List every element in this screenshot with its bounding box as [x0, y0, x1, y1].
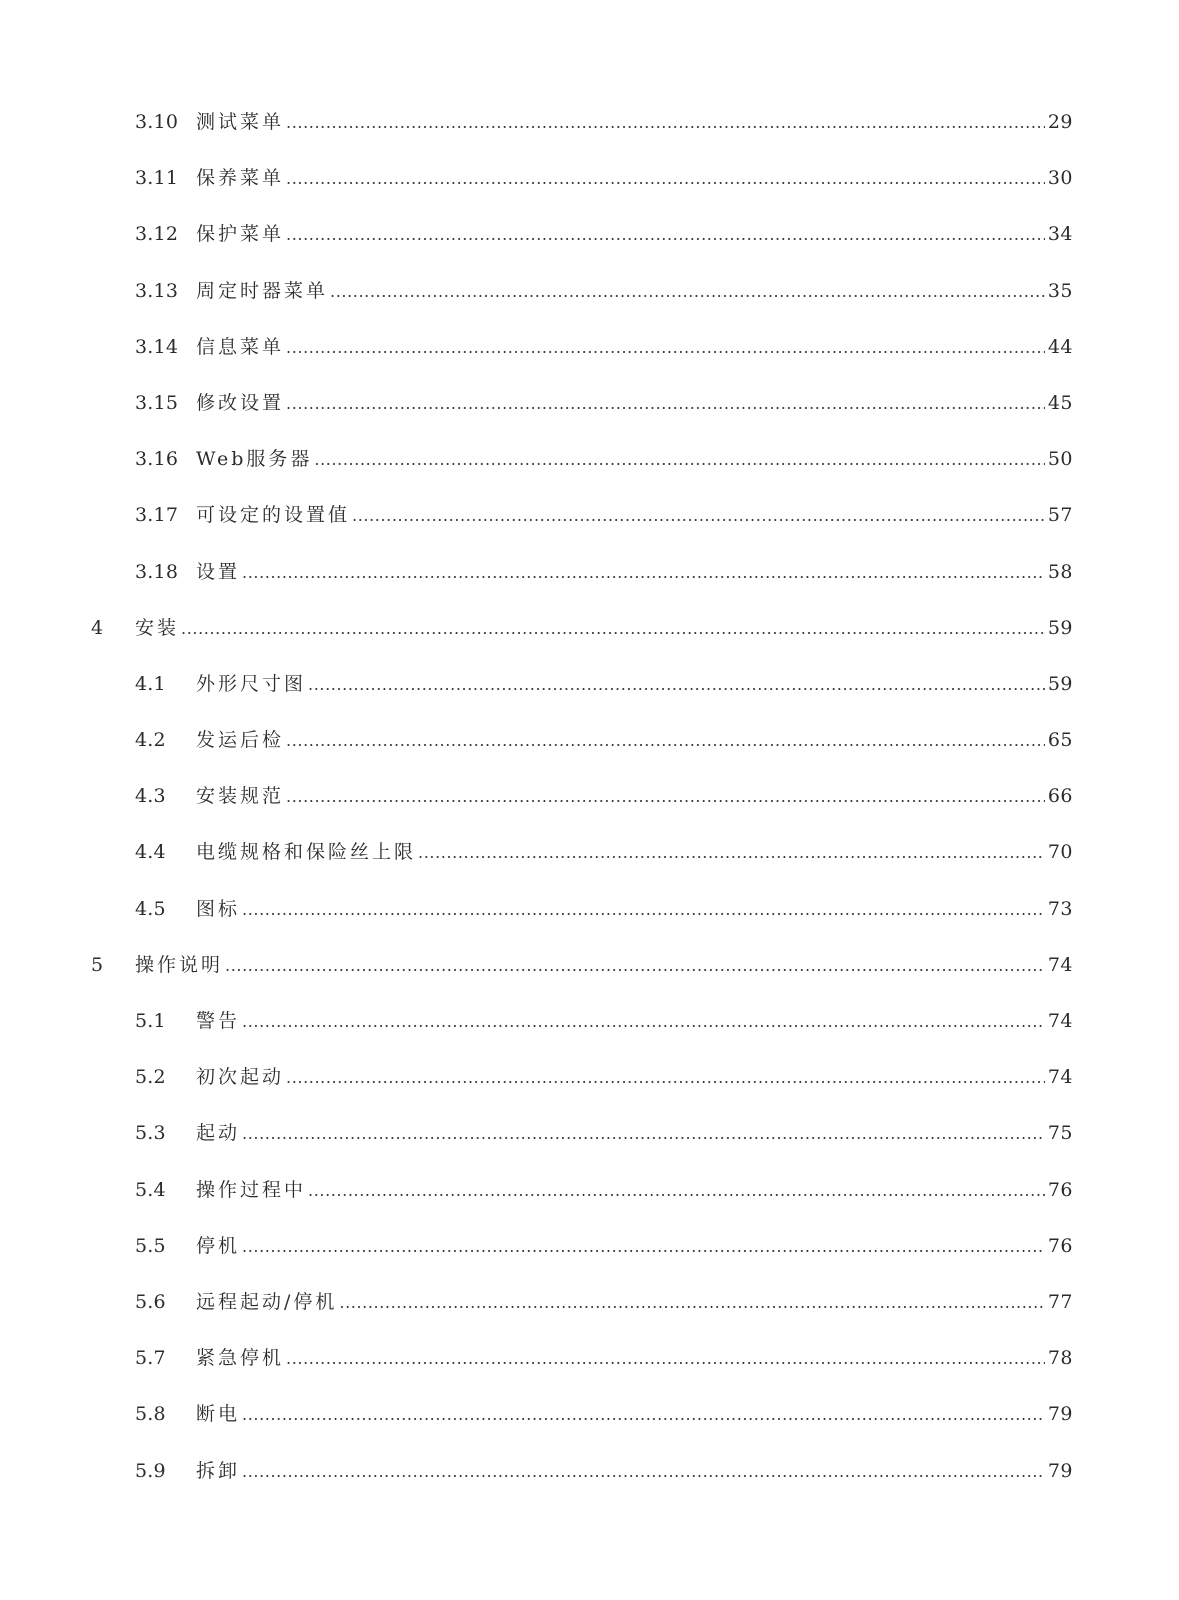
toc-entry[interactable] — [0, 656, 1179, 712]
toc-entry-page-number: 44 — [1047, 335, 1073, 358]
toc-entry[interactable] — [0, 487, 1179, 543]
toc-entry-number: 4.1 — [135, 672, 166, 695]
toc-entry-number: 4.2 — [135, 729, 166, 752]
toc-entry-title[interactable]: 远程起动/停机 — [196, 1290, 338, 1313]
dot-leader — [181, 601, 1045, 657]
toc-entry-line — [196, 431, 1073, 488]
toc-entry-title[interactable]: 警告 — [196, 1010, 241, 1032]
toc-entry-page-number: 74 — [1047, 953, 1073, 976]
dot-leader — [352, 488, 1045, 544]
toc-entry-number: 3.10 — [135, 111, 179, 133]
toc-entry-page-number: 29 — [1047, 111, 1073, 133]
toc-entry-line — [196, 1443, 1073, 1500]
dot-leader — [286, 320, 1045, 376]
dot-leader — [242, 994, 1045, 1050]
toc-entry-page-number: 78 — [1047, 1347, 1073, 1370]
toc-entry[interactable] — [0, 94, 1179, 150]
toc-entry-title[interactable]: 初次起动 — [196, 1066, 285, 1089]
toc-entry[interactable] — [0, 712, 1179, 768]
dot-leader — [286, 376, 1045, 432]
toc-entry-page-number: 58 — [1047, 560, 1073, 583]
toc-entry-page-number: 76 — [1047, 1178, 1073, 1201]
toc-entry-line — [196, 1274, 1073, 1331]
toc-entry-number: 3.13 — [135, 279, 179, 302]
toc-entry-number: 3.12 — [135, 223, 179, 246]
toc-entry-title[interactable]: 信息菜单 — [196, 335, 285, 358]
toc-entry-page-number: 35 — [1047, 279, 1073, 302]
toc-entry[interactable] — [0, 600, 1179, 656]
toc-entry-number: 5.7 — [135, 1347, 166, 1370]
table-of-contents — [0, 94, 1179, 1499]
toc-entry-number: 5.4 — [135, 1178, 166, 1201]
toc-entry-page-number: 74 — [1047, 1066, 1073, 1089]
toc-entry-line — [196, 824, 1073, 881]
toc-entry-number: 5.6 — [135, 1290, 166, 1313]
toc-entry-line — [196, 206, 1073, 263]
dot-leader — [339, 1275, 1044, 1331]
toc-entry-number: 3.16 — [135, 448, 179, 471]
toc-entry-title[interactable]: 操作过程中 — [196, 1178, 307, 1201]
dot-leader — [308, 657, 1045, 713]
toc-entry-line — [196, 1386, 1073, 1443]
toc-entry-number: 5.5 — [135, 1234, 166, 1257]
toc-entry-page-number: 34 — [1047, 223, 1073, 246]
toc-entry-line — [196, 375, 1073, 432]
toc-entry-title[interactable]: 断电 — [196, 1403, 241, 1426]
toc-entry-page-number: 66 — [1047, 785, 1073, 808]
toc-entry[interactable] — [0, 768, 1179, 824]
toc-entry-line — [196, 768, 1073, 825]
toc-entry-number: 4.3 — [135, 785, 166, 808]
toc-entry-page-number: 79 — [1047, 1459, 1073, 1482]
toc-entry-line — [135, 937, 1073, 994]
toc-entry[interactable] — [0, 1162, 1179, 1218]
toc-entry-number: 3.15 — [135, 391, 179, 414]
toc-entry-line — [196, 263, 1073, 320]
toc-entry-title[interactable]: 保护菜单 — [196, 223, 285, 246]
toc-entry-page-number: 50 — [1047, 448, 1073, 471]
toc-entry-title[interactable]: 安装规范 — [196, 785, 285, 808]
toc-entry[interactable] — [0, 319, 1179, 375]
toc-entry[interactable] — [0, 263, 1179, 319]
toc-entry-title[interactable]: Web服务器 — [196, 448, 313, 471]
toc-entry-title[interactable]: 测试菜单 — [196, 111, 285, 133]
dot-leader — [242, 1219, 1045, 1275]
toc-entry-title[interactable]: 设置 — [196, 560, 241, 583]
toc-entry[interactable] — [0, 937, 1179, 993]
toc-entry-page-number: 59 — [1047, 616, 1073, 639]
toc-entry-line — [196, 319, 1073, 376]
toc-entry[interactable] — [0, 1330, 1179, 1386]
toc-entry-line — [196, 544, 1073, 601]
dot-leader — [286, 151, 1045, 207]
toc-entry-line — [196, 1330, 1073, 1387]
dot-leader — [286, 769, 1045, 825]
toc-entry-line — [196, 1218, 1073, 1275]
toc-entry-line — [196, 881, 1073, 938]
toc-entry-line — [196, 993, 1073, 1050]
dot-leader — [286, 713, 1045, 769]
toc-entry-title[interactable]: 保养菜单 — [196, 167, 285, 190]
toc-entry-page-number: 57 — [1047, 504, 1073, 527]
toc-entry-title[interactable]: 可设定的设置值 — [196, 504, 351, 527]
toc-entry-number: 5.1 — [135, 1010, 166, 1032]
toc-entry[interactable] — [0, 431, 1179, 487]
toc-entry-number: 3.17 — [135, 504, 179, 527]
dot-leader — [418, 825, 1045, 881]
toc-entry-number: 4 — [91, 616, 104, 639]
toc-entry-page-number: 65 — [1047, 729, 1073, 752]
toc-entry[interactable] — [0, 1049, 1179, 1105]
dot-leader — [286, 207, 1045, 263]
toc-entry[interactable] — [0, 881, 1179, 937]
toc-entry-number: 5.3 — [135, 1122, 166, 1145]
dot-leader — [225, 938, 1045, 994]
toc-entry-title[interactable]: 停机 — [196, 1234, 241, 1257]
toc-entry-title[interactable]: 发运后检 — [196, 729, 285, 752]
dot-leader — [286, 1331, 1045, 1387]
toc-entry-number: 5.8 — [135, 1403, 166, 1426]
toc-entry-page-number: 74 — [1047, 1010, 1073, 1032]
toc-entry[interactable] — [0, 1443, 1179, 1499]
dot-leader — [242, 1387, 1045, 1443]
toc-entry[interactable] — [0, 1386, 1179, 1442]
toc-entry[interactable] — [0, 824, 1179, 880]
toc-entry[interactable] — [0, 1105, 1179, 1161]
toc-entry-line — [196, 1162, 1073, 1219]
toc-entry-page-number: 59 — [1047, 672, 1073, 695]
toc-entry-page-number: 70 — [1047, 841, 1073, 864]
toc-entry[interactable] — [0, 993, 1179, 1049]
toc-entry-number: 5.2 — [135, 1066, 166, 1089]
toc-entry-title[interactable]: 周定时器菜单 — [196, 279, 329, 302]
toc-entry-page-number: 73 — [1047, 897, 1073, 920]
toc-entry-title[interactable]: 紧急停机 — [196, 1347, 285, 1370]
toc-entry-number: 3.18 — [135, 560, 179, 583]
dot-leader — [308, 1163, 1045, 1219]
toc-entry-title[interactable]: 拆卸 — [196, 1459, 241, 1482]
toc-entry-line — [196, 487, 1073, 544]
toc-entry[interactable] — [0, 1274, 1179, 1330]
toc-entry-line — [196, 1049, 1073, 1106]
toc-entry-title[interactable]: 图标 — [196, 897, 241, 920]
toc-entry-title[interactable]: 修改设置 — [196, 391, 285, 414]
toc-entry-page-number: 30 — [1047, 167, 1073, 190]
toc-entry-page-number: 79 — [1047, 1403, 1073, 1426]
toc-entry-title[interactable]: 电缆规格和保险丝上限 — [196, 841, 417, 864]
dot-leader — [242, 1444, 1045, 1500]
toc-entry-line — [196, 1105, 1073, 1162]
toc-entry-page-number: 45 — [1047, 391, 1073, 414]
toc-entry[interactable] — [0, 206, 1179, 262]
dot-leader — [242, 1106, 1045, 1162]
dot-leader — [286, 1050, 1045, 1106]
dot-leader — [314, 432, 1044, 488]
toc-entry-line — [135, 600, 1073, 657]
toc-entry-number: 3.14 — [135, 335, 179, 358]
dot-leader — [330, 264, 1045, 320]
toc-entry-page-number: 77 — [1047, 1290, 1073, 1313]
toc-entry-line — [196, 712, 1073, 769]
toc-entry-number: 5.9 — [135, 1459, 166, 1482]
toc-entry-page-number: 76 — [1047, 1234, 1073, 1257]
toc-entry-number: 5 — [91, 953, 104, 976]
toc-entry-title[interactable]: 操作说明 — [135, 953, 224, 976]
dot-leader — [242, 545, 1045, 601]
dot-leader — [286, 95, 1045, 151]
toc-entry-number: 3.11 — [135, 167, 179, 190]
toc-entry[interactable] — [0, 544, 1179, 600]
toc-entry[interactable] — [0, 1218, 1179, 1274]
toc-entry-line — [196, 150, 1073, 207]
toc-entry-line — [196, 94, 1073, 151]
toc-entry-title[interactable]: 外形尺寸图 — [196, 672, 307, 695]
dot-leader — [242, 882, 1045, 938]
toc-entry[interactable] — [0, 375, 1179, 431]
toc-entry-number: 4.5 — [135, 897, 166, 920]
toc-entry-title[interactable]: 起动 — [196, 1122, 241, 1145]
toc-entry-page-number: 75 — [1047, 1122, 1073, 1145]
toc-entry-number: 4.4 — [135, 841, 166, 864]
toc-entry-line — [196, 656, 1073, 713]
toc-entry[interactable] — [0, 150, 1179, 206]
toc-entry-title[interactable]: 安装 — [135, 616, 180, 639]
